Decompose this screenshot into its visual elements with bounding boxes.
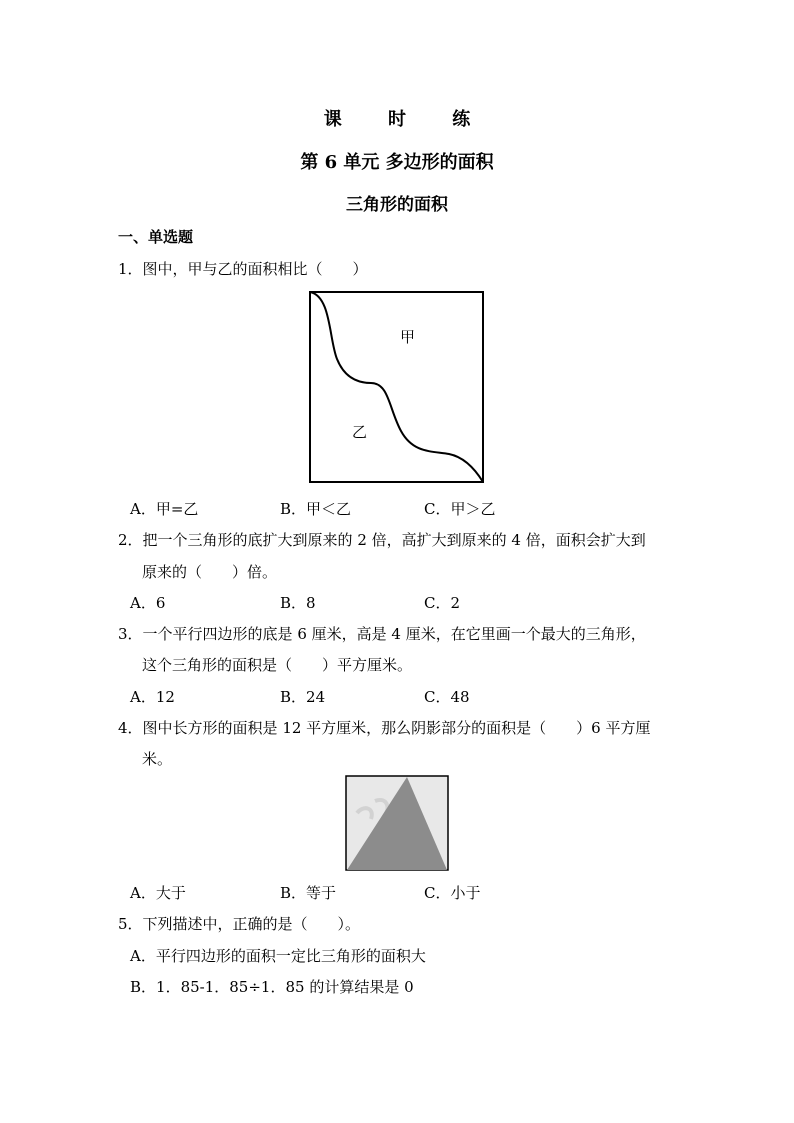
q1-option-b[interactable]: B．甲＜乙: [280, 500, 352, 518]
dividing-curve: [310, 292, 483, 482]
question-3-stem-line1: 3．一个平行四边形的底是 6 厘米，高是 4 厘米，在它里画一个最大的三角形，: [118, 625, 646, 643]
question-1-stem: 1．图中，甲与乙的面积相比（ ）: [118, 260, 368, 278]
q3-option-b[interactable]: B．24: [280, 688, 326, 706]
question-4-stem-line2: 米。: [142, 750, 173, 768]
region-label-yi: 乙: [352, 423, 368, 441]
q3-option-c[interactable]: C．48: [424, 688, 470, 706]
q3-option-a[interactable]: A．12: [130, 688, 175, 706]
question-4-figure: [345, 775, 449, 871]
question-3-stem-line2: 这个三角形的面积是（ ）平方厘米。: [142, 656, 413, 674]
q4-option-c[interactable]: C．小于: [424, 884, 481, 902]
q2-option-c[interactable]: C．2: [424, 594, 461, 612]
q4-option-b[interactable]: B．等于: [280, 884, 337, 902]
page-title: 课 时 练: [323, 109, 491, 130]
lesson-title: 三角形的面积: [346, 195, 448, 215]
q1-option-c[interactable]: C．甲＞乙: [424, 500, 496, 518]
question-4-stem-line1: 4．图中长方形的面积是 12 平方厘米，那么阴影部分的面积是（ ）6 平方厘: [118, 719, 651, 737]
q5-option-a[interactable]: A．平行四边形的面积一定比三角形的面积大: [130, 947, 426, 965]
q5-option-b[interactable]: B．1．85-1．85÷1．85 的计算结果是 0: [130, 978, 414, 996]
question-2-stem-line2: 原来的（ ）倍。: [142, 563, 278, 581]
square-outline: [310, 292, 483, 482]
q4-option-a[interactable]: A．大于: [130, 884, 186, 902]
region-label-jia: 甲: [400, 328, 416, 346]
question-2-stem-line1: 2．把一个三角形的底扩大到原来的 2 倍，高扩大到原来的 4 倍，面积会扩大到: [118, 531, 646, 549]
question-5-stem: 5．下列描述中，正确的是（ ）。: [118, 915, 361, 933]
q1-option-a[interactable]: A．甲=乙: [130, 500, 199, 518]
question-1-figure: [309, 291, 484, 483]
q2-option-b[interactable]: B．8: [280, 594, 316, 612]
q2-option-a[interactable]: A．6: [130, 594, 166, 612]
section-heading: 一、单选题: [118, 228, 194, 246]
unit-title: 第 6 单元 多边形的面积: [300, 152, 494, 173]
